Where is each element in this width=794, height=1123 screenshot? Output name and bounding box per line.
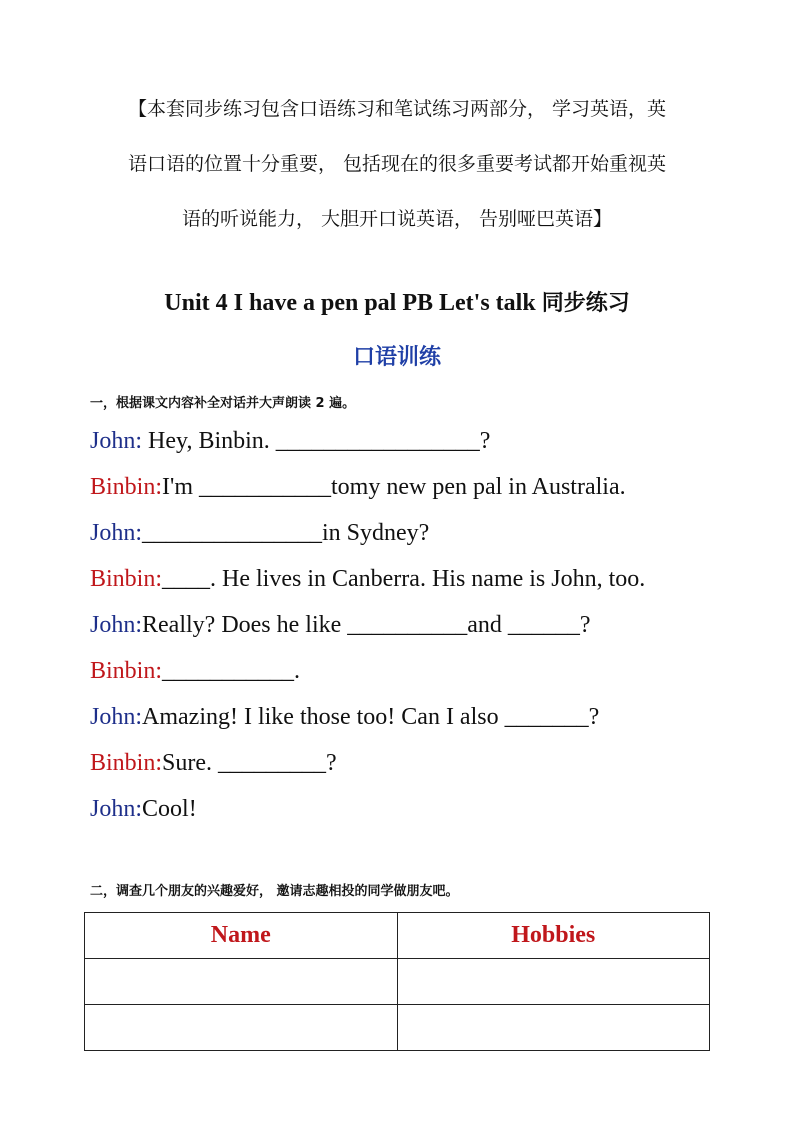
table-cell bbox=[397, 1005, 710, 1051]
dialogue-line bbox=[90, 694, 704, 740]
column-header-name: Name bbox=[85, 913, 398, 959]
dialogue-line bbox=[90, 786, 704, 832]
speaker-label: Binbin: bbox=[90, 750, 163, 776]
dialogue-text: Sure. _________? bbox=[162, 750, 337, 776]
dialogue-line bbox=[90, 510, 704, 556]
dialogue-text: Amazing! I like those too! Can I also _______? bbox=[142, 704, 600, 730]
title-chinese: 同步练习 bbox=[541, 291, 630, 316]
dialogue-line bbox=[90, 648, 704, 694]
speaker-label: John: bbox=[90, 612, 143, 638]
hobbies-table bbox=[84, 912, 710, 1051]
dialogue-line bbox=[90, 556, 704, 602]
dialogue-line bbox=[90, 464, 704, 510]
section1-instruction: 一，根据课文内容补全对话并大声朗读 2 遍。 bbox=[90, 396, 356, 411]
intro-line: 语的听说能力， 大胆开口说英语， 告别哑巴英语】 bbox=[181, 208, 613, 230]
table-cell bbox=[85, 1005, 398, 1051]
page-title bbox=[0, 286, 794, 317]
dialogue-text: _______________in Sydney? bbox=[142, 520, 430, 546]
dialogue-text: Hey, Binbin. _________________? bbox=[142, 428, 491, 454]
speaker-label: John: bbox=[90, 704, 143, 730]
section-subtitle: 口语训练 bbox=[352, 345, 441, 370]
column-header-hobbies: Hobbies bbox=[397, 913, 710, 959]
dialogue-line bbox=[90, 418, 704, 464]
dialogue-text: ___________. bbox=[162, 658, 301, 684]
speaker-label: John: bbox=[90, 796, 143, 822]
speaker-label: Binbin: bbox=[90, 474, 163, 500]
intro-line: 语口语的位置十分重要， 包括现在的很多重要考试都开始重视英 bbox=[127, 153, 667, 175]
table-cell bbox=[397, 959, 710, 1005]
dialogue-text: ____. He lives in Canberra. His name is John, too. bbox=[162, 566, 646, 592]
section2-instruction: 二，调查几个朋友的兴趣爱好， 邀请志趣相投的同学做朋友吧。 bbox=[90, 884, 459, 899]
dialogue-line bbox=[90, 602, 704, 648]
dialogue-text: Cool! bbox=[142, 796, 197, 822]
intro-line: 【本套同步练习包含口语练习和笔试练习两部分， 学习英语，英 bbox=[127, 98, 667, 120]
dialogue-line bbox=[90, 740, 704, 786]
dialogue bbox=[90, 418, 704, 832]
speaker-label: Binbin: bbox=[90, 566, 163, 592]
table-row bbox=[85, 1005, 710, 1051]
table-row bbox=[85, 959, 710, 1005]
table-header-row bbox=[85, 913, 710, 959]
dialogue-text: Really? Does he like __________and ______? bbox=[142, 612, 591, 638]
dialogue-text: I'm ___________tomy new pen pal in Australia. bbox=[162, 474, 626, 500]
speaker-label: John: bbox=[90, 520, 143, 546]
intro-paragraph bbox=[86, 82, 708, 247]
speaker-label: Binbin: bbox=[90, 658, 163, 684]
speaker-label: John: bbox=[90, 428, 143, 454]
title-english: Unit 4 I have a pen pal PB Let's talk bbox=[164, 290, 536, 316]
table-cell bbox=[85, 959, 398, 1005]
